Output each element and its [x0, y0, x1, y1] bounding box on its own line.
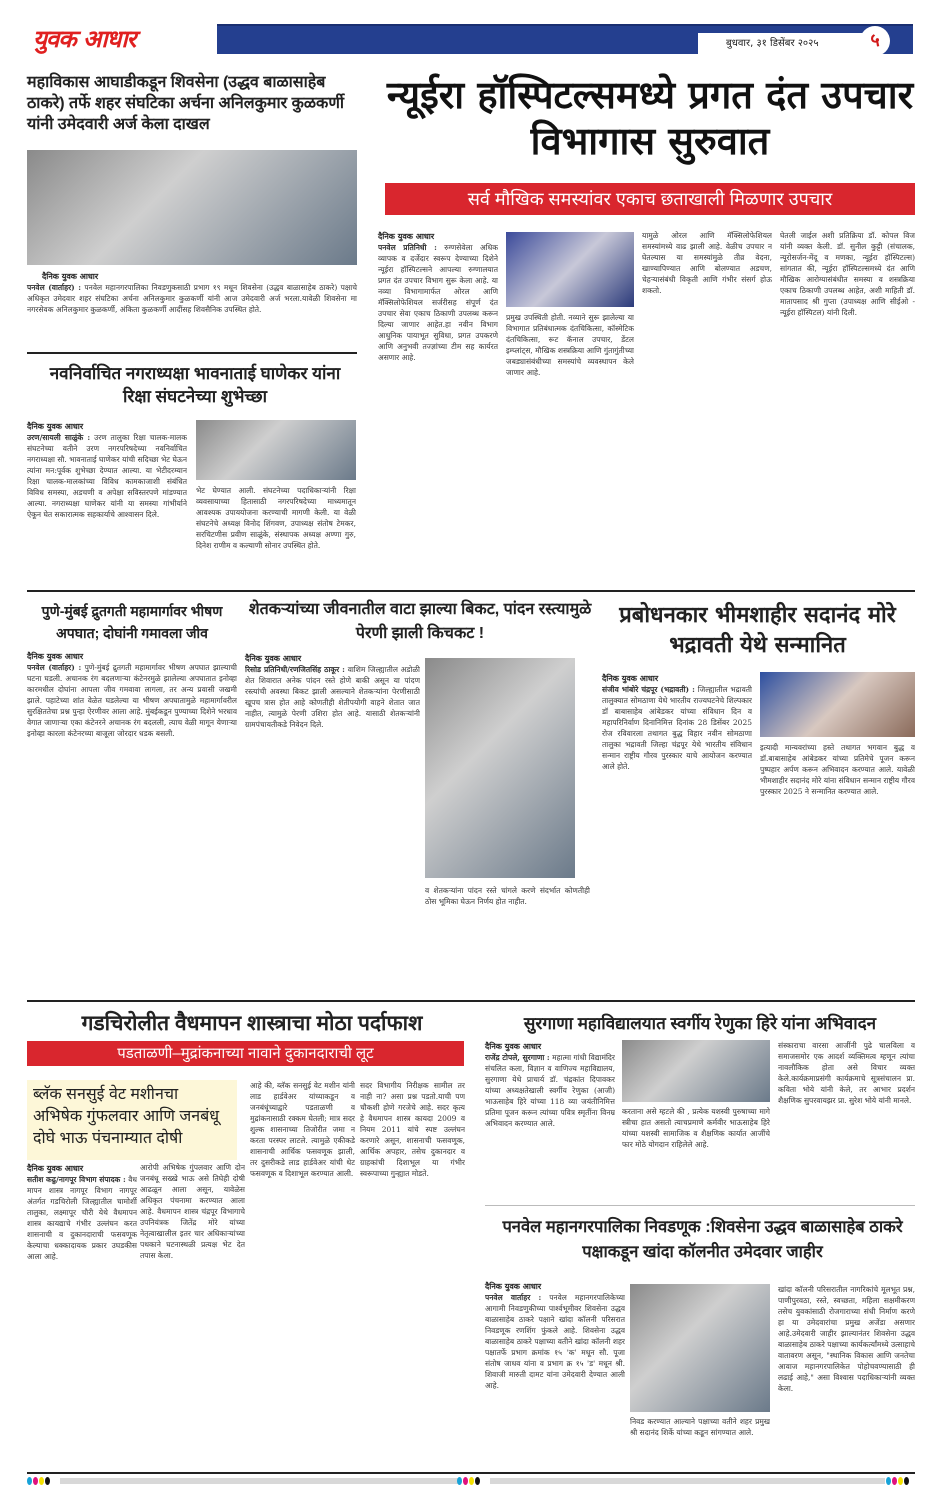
article-body: पनवेल महानगरपालिका निवडणुकसाठी प्रभाग १९ मधून शिवसेना (उद्धव बाळासाहेब ठाकरे) पक्षाचे अधिकृत उमेदवार शहर संघटिका अर्चना अनिलकुमार कुळकर्णी यांनी आज उमेदवारी अर्ज भरला.यावेळी शिवसेना मा नगरसेवक अनिलकुमार कुळकर्णी, अंकिता कुळकर्णी आदींसह शिवसैनिक उपस्थित होते. — [27, 283, 357, 314]
registration-dot — [27, 1477, 32, 1485]
article-hospital-col1 — [378, 230, 498, 363]
article-gadchiroli-col4: सदर विभागीय निरीक्षक सामील तर नाही ना? असा प्रश्न पडतो.याची पण चौकशी होणे गरजेचे आहे. सदर कृत्य हे वैधमापन शास्त्र कायदा 2009 व नियम 2011 यांचे स्पष्ट उल्लंघन करणारे असून, शासनाची फसवणूक, आर्थिक अपहार, तसेच दुकानदार व ग्राहकांची दिशाभूल या गंभीर स्वरूपाच्या गुन्ह्यात मोडते. — [360, 1081, 465, 1178]
photo-honour — [760, 672, 915, 737]
dateline: सतीश कढु/नागपूर विभाग संपादक : — [27, 1175, 126, 1184]
page-number: ५ — [860, 26, 890, 56]
registration-dot — [39, 1477, 44, 1485]
article-body: महात्मा गांधी विद्यामंदिर संचलित कला, विज्ञान व वाणिज्य महाविद्यालय, सुरगाणा येथे प्राचार्य डॉ. चंद्रकांत दिपावकर यांच्या अध्यक्षतेखाली स्वर्गीय रेणुका (आजी) भाऊसाहेब हिरे यांच्या 118 व्या जयंतीनिमित्त प्रतिमा पूजन करून त्यांच्या पवित्र स्मृतींना विनम्र अभिवादन करण्यात आले. — [485, 1053, 615, 1128]
article-honour-cont: इत्यादी मान्यवरांच्या हस्ते तथागत भगवान बुद्ध व डॉ.बाबासाहेब आंबेडकर यांच्या प्रतिमेचे पूजन करून पुष्पहार अर्पण करून अभिवादन करण्यात आले. यावेळी भीमशाहीर सदानंद मोरे यांना संविधान सन्मान राष्ट्रीय गौरव पुरस्कार 2025 ने सन्मानित करण्यात आले. — [760, 743, 915, 796]
registration-dot — [886, 1477, 891, 1485]
headline-panvel-election: पनवेल महानगरपालिका निवडणूक :शिवसेना उद्धव बाळासाहेब ठाकरे पक्षाकडून खांदा कॉलनीत उमेदवार जाहीर — [502, 1218, 903, 1261]
article-hospital-col3: यामुळे ओरल आणि मॅक्सिलोफेशियल समस्यांमध्ये वाढ झाली आहे. वेळीच उपचार न घेतल्यास या समस्यांमुळे तीव्र वेदना, खाण्यापिण्यात आणि बोलण्यात अडचण, चेहऱ्यासंबंधी विकृती आणि गंभीर संसर्ग होऊ शकतो. — [642, 231, 772, 295]
article-body: उरण तालुका रिक्षा चालक-मालक संघटनेच्या वतीने उरण नगरपरिषदेच्या नवनिर्वाचित नगराध्यक्षा सौ. भावनाताई घाणेकर यांची सदिच्छा भेट घेऊन त्यांना मन:पूर्वक शुभेच्छा देण्यात आल्या. या भेटीदरम्यान रिक्षा चालक-मालकांच्या विविध कामकाजाशी संबंधित विविध समस्या, अडचणी व अपेक्षा सविस्तरपणे मांडण्यात आल्या. नगराध्यक्षा घाणेकर यांनी या समस्या गांभीर्याने ऐकून घेत सकारात्मक सहकार्याचे आश्वासन दिले. — [27, 433, 187, 519]
registration-dot — [475, 1477, 480, 1485]
article-panvel-election — [485, 1280, 625, 1391]
headline-surgana: सुरगाणा महाविद्यालयात स्वर्गीय रेणुका हिरे यांना अभिवादन — [523, 1014, 877, 1033]
photo-farmers — [425, 658, 575, 878]
section-divider — [27, 1000, 915, 1002]
photo-hospital — [506, 232, 634, 307]
headline-gadchiroli: गडचिरोलीत वैधमापन शास्त्राचा मोठा पर्दाफाश — [81, 1012, 423, 1035]
article-accident — [27, 650, 237, 739]
article-surgana-col3: संस्काराचा वारसा आजींनी पुढे चालविला व समाजसमोर एक आदर्श व्यक्तिमत्व म्हणून त्यांचा नावलौकिक होता असे विचार व्यक्त केले.कार्यक्रमाप्रसंगी कार्यक्रमाचे सूत्रसंचालन प्रा. कविता भोये यांनी केले, तर आभार प्रदर्शन शैक्षणिक सुपरवायझर प्रा. सुरेश भोये यांनी मानले. — [778, 1041, 915, 1105]
registration-dot — [904, 1477, 909, 1485]
article-body: जिल्ह्यातील भद्रावती तालुक्यात सोमठाणा येथे भारतीय राज्यघटनेचे शिल्पकार डॉ बाबासाहेब आंबेडकर यांच्या संविधान दिन व महापरिनिर्वाण दिनानिमित्त दिनांक 28 डिसेंबर 2025 रोज रविवारला तथागत बुद्ध विहार नवीन सोमठाणा तालुका भद्रावती जिल्हा चंद्रपूर येथे भारतीय संविधान सन्मान राष्ट्रीय गौरव पुरस्कार याचे आयोजन करण्यात आले होते. — [602, 685, 752, 771]
registration-dot — [33, 1477, 38, 1485]
caption-panvel-election: निवड करण्यात आल्याने पक्षाच्या वतीने शहर प्रमुख श्री सदानंद शिर्के यांच्या कडून सांगण्यात आले. — [630, 1417, 770, 1437]
article-farmers — [245, 652, 420, 730]
dateline: राजेंद्र टोपले, सुरगाणा : — [485, 1053, 550, 1062]
subhead-gadchiroli: पडताळणी–मुद्रांकनाच्या नावाने दुकानदाराची लूट — [27, 1041, 464, 1066]
issue-date: बुधवार, ३१ डिसेंबर २०२५ — [698, 33, 873, 55]
newspaper-logo: युवक आधार — [27, 24, 217, 54]
article-panvel-election-cont: खांदा कॉलनी परिसरातील नागरिकांचे मूलभूत प्रश्न, पाणीपुरवठा, रस्ते, स्वच्छता, महिला सक्षमीकरण तसेच युवकांसाठी रोजगाराच्या संधी निर्माण करणे हा या उमेदवारांचा प्रमुख अजेंडा असणार आहे.उमेदवारी जाहीर झाल्यानंतर शिवसेना उद्धव बाळासाहेब ठाकरे पक्षाच्या कार्यकर्त्यांमध्ये उत्साहाचे वातावरण असून, "स्थानिक विकास आणि जनतेचा आवाज महानगरपालिकेत पोहोचवण्यासाठी ही लढाई आहे," असा विश्वास पदाधिकाऱ्यांनी व्यक्त केला. — [778, 1285, 915, 1393]
article-hospital-col4: घेतली जाईल अशी प्रतिक्रिया डॉ. कोपल विज यांनी व्यक्त केली. डॉ. सुनील कुट्टी (संचालक, न्यूरोसर्जन-मेंदू व मणका, न्यूईरा हॉस्पिटल्स) सांगतात की, न्यूईरा हॉस्पिटल्समध्ये दंत आणि मौखिक आरोग्यासंबंधीत समस्या व शस्त्रक्रिया एकाच ठिकाणी उपलब्ध आहेत, अशी माहिती डॉ. मातापसाद श्री गुप्ता (उपाध्यक्ष आणि सीईओ - न्यूईरा हॉस्पिटल) यांनी दिली. — [780, 231, 915, 317]
registration-marks-right — [886, 1477, 910, 1485]
article-gadchiroli-col3: आहे की, ब्लॅक सनसुई वेट मशीन यांनी लाड हार्डवेअर यांच्याकडून व जनबंधूंच्याद्वारे पडताळणी व मुद्रांकनासाठी रक्कम घेतली; मात्र सदर शुल्क शासनाच्या तिजोरीत जमा न करता परस्पर लाटले. त्यामुळे एकीकडे शासनाची आर्थिक फसवणूक झाली, तर दुसरीकडे लाड हार्डवेअर यांची थेट फसवणूक व दिशाभूल करण्यात आली. — [250, 1081, 355, 1178]
article-body: पनवेल महानगरपालिकेच्या आगामी निवडणुकीच्या पार्श्वभूमीवर शिवसेना उद्धव बाळासाहेब ठाकरे पक्षाने खांदा कॉलनी परिसरात निवडणूक रणशिंग फुंकले आहे. शिवसेना उद्धव बाळासाहेब ठाकरे पक्षाच्या वतीने खांदा कॉलनी शहर पक्षातर्फे प्रभाग क्रमांक १५ 'क' मधून सौ. पूजा संतोष जाधव यांना व प्रभाग क्र १५ 'ड' मधून श्री. शिवाजी मारुती दामट यांना उमेदवारी देण्यात आली आहे. — [485, 1293, 625, 1390]
headline-rickshaw: नवनिर्वाचित नगराध्यक्षा भावनाताई घाणेकर यांना रिक्षा संघटनेच्या शुभेच्छा — [49, 364, 341, 406]
article-body: रुग्णसेवेला अधिक व्यापक व दर्जेदार स्वरूप देण्याच्या दिशेने न्यूईरा हॉस्पिटल्सने आपल्या रुग्णालयात प्रगत दंत उपचार विभाग सुरू केला आहे. या नव्या विभागामार्फत ओरल आणि मॅक्सिलोफेशियल सर्जरीसह संपूर्ण दंत उपचार सेवा एकाच ठिकाणी उपलब्ध करून दिल्या जाणार आहेत.हा नवीन विभाग आधुनिक पायाभूत सुविधा, प्रगत उपकरणे आणि अनुभवी तज्ज्ञांच्या टीम सह कार्यरत असणार आहे. — [378, 243, 498, 362]
source-label: दैनिक युवक आधार — [27, 1163, 84, 1173]
footer-strip — [60, 1478, 460, 1484]
source-label: दैनिक युवक आधार — [602, 673, 659, 683]
registration-marks-left — [27, 1477, 51, 1485]
article-surgana — [485, 1040, 615, 1129]
callout-gadchiroli: ब्लॅक सनसुई वेट मशीनचा अभिषेक गुंफलवार आणि जनबंधू दोघे भाऊ पंचनाम्यात दोषी — [27, 1080, 237, 1160]
article-body: वाशिम जिल्ह्यातील अडोळी शेत शिवारात अनेक पांदन रस्ते होणे बाकी असून या पांदण रस्त्यांची अवस्था बिकट झाली असल्याने शेतकऱ्यांना पेरणीसाठी खूपच त्रास होत आहे कोणतीही शेतीपयोगी वाहने शेतात जात नाहीत, त्यामुळे पेरणी उशिरा होत आहे. यासाठी शेतकऱ्यांनी ग्रामपंचायतीकडे निवेदन दिले. — [245, 665, 420, 729]
dateline: पनवेल (वार्ताहर) : — [27, 283, 82, 292]
caption-farmers: व शेतकऱ्यांना पांदन रस्ते चांगले करणे संदर्भात कोणतीही ठोस भूमिका घेऊन निर्णय होत नाहीत. — [425, 886, 590, 906]
footer-rule — [27, 1472, 915, 1474]
dateline: पनवेल वार्ताहर : — [485, 1293, 542, 1302]
dateline: पनवेल (वार्ताहर) : — [27, 663, 82, 672]
article-hospital-col2: प्रमुख उपस्थिती होती. नव्याने सुरू झालेल्या या विभागात प्रतिबंधात्मक दंतचिकित्सा, कॉस्मेटिक दंतचिकित्सा, रूट कॅनाल उपचार, डेंटल इम्प्लांट्स, मौखिक शस्त्रक्रिया आणि गुंतागुंतीच्या जबड्यासंबंधीच्या समस्यांचे व्यवस्थापन केले जाणार आहे. — [506, 313, 634, 377]
source-label: दैनिक युवक आधार — [485, 1041, 542, 1051]
headline-accident: पुणे-मुंबई द्रुतगती महामार्गावर भीषण अपघात; दोघांनी गमावला जीव — [41, 603, 223, 641]
headline-hospital: न्यूईरा हॉस्पिटल्समध्ये प्रगत दंत उपचार विभागास सुरुवात — [386, 72, 914, 163]
section-divider — [27, 590, 915, 592]
article-body: वैध मापन शास्त्र नागपूर विभाग नागपूर अंतर्गत गडचिरोली जिल्ह्यातील चामोर्शी तालुका, लक्ष्मापूर चौरी येथे वैधमापन शास्त्र कायद्याचे गंभीर उल्लंघन करत शासनाची व दुकानदाराची फसवणूक केल्याचा धक्कादायक प्रकार उघडकीस आला आहे. — [27, 1175, 137, 1261]
source-label: दैनिक युवक आधार — [27, 651, 84, 661]
article-surgana-cont: करताना असे म्हटले की , प्रत्येक यशस्वी पुरुषाच्या मागे स्त्रीचा हात असतो त्याचप्रमाणे कर्मवीर भाऊसाहेब हिरे यांच्या यशस्वी सामाजिक व शैक्षणिक कार्यात आजींचे फार मोठे योगदान राहिलेले आहे. — [622, 1107, 770, 1149]
photo-panvel-election — [630, 1284, 770, 1412]
registration-dot — [469, 1477, 474, 1485]
headline-honour: प्रबोधनकार भीमशाहीर सदानंद मोरे भद्रावती येथे सन्मानित — [619, 602, 896, 658]
registration-dot — [457, 1477, 462, 1485]
dateline: उरण/सायली साळुंके : — [27, 433, 91, 442]
source-label: दैनिक युवक आधार — [42, 271, 99, 281]
dateline: पनवेल प्रतिनिधी : — [378, 243, 437, 252]
article-gadchiroli-col2: आरोपी अभिषेक गुंपलवार आणि दोन जनबंधू सख्खे भाऊ असे तिघेही दोषी आढळून आला असून, यावेळेस अधिकृत पंचनामा करण्यात आला आहे. वैधमापन शास्त्र चंद्रपूर विभागाचे उपनियंत्रक जितेंद्र मोरे यांच्या नेतृत्वाखालील इतर चार अधिकाऱ्यांच्या पथकाने घटनास्थळी प्रत्यक्ष भेट देत तपास केला. — [140, 1163, 245, 1260]
headline-farmers: शेतकऱ्यांच्या जीवनातील वाटा झाल्या बिकट, पांदन रस्त्यामुळे पेरणी झाली किचकट ! — [248, 601, 592, 642]
article-honour — [602, 672, 752, 772]
article-body: पुणे-मुंबई द्रुतगती महामार्गावर भीषण अपघात झाल्याची घटना घडली. अचानक रंग बदलणाऱ्या कंटेनरमुळे झालेल्या अपघातात इनोव्हा कारमधील दोघांना आपला जीव गमवावा लागला, तर अन्य प्रवासी जखमी झाले. पहाटेच्या शांत वेळेत घडलेल्या या भीषण अपघातामुळे महामार्गावरील सुरक्षिततेचा प्रश्न पुन्हा ऐरणीवर आला आहे. मुंबईकडून पुण्याच्या दिशेने भरधाव वेगात जाणाऱ्या एका कंटेनरने अचानक रंग बदलली, त्याच वेळी मागून येणाऱ्या इनोव्हा कारला कंटेनरच्या बाजूला जोरदार धडक बसली. — [27, 663, 237, 738]
source-label: दैनिक युवक आधार — [485, 1281, 542, 1291]
article-gadchiroli-col1 — [27, 1162, 137, 1262]
photo-nomination — [27, 150, 357, 265]
registration-dot — [898, 1477, 903, 1485]
dateline: रिसोड प्रतिनिधी/रणजितसिंह ठाकूर : — [245, 665, 345, 674]
article-nomination — [27, 270, 357, 315]
source-label: दैनिक युवक आधार — [378, 231, 435, 241]
footer-strip — [490, 1478, 885, 1484]
registration-dot — [463, 1477, 468, 1485]
registration-dot — [45, 1477, 50, 1485]
registration-dot — [892, 1477, 897, 1485]
photo-surgana — [622, 1040, 770, 1102]
article-rickshaw-cont: भेट घेण्यात आली. संघटनेच्या पदाधिकाऱ्यांनी रिक्षा व्यवसायाच्या हितासाठी नगरपरिषदेच्या माध्यमातून आवश्यक उपाययोजना करण्याची मागणी केली. या वेळी संघटनेचे अध्यक्ष विनोद शिंगवण, उपाध्यक्ष संतोष टेमकर, सरचिटणीस प्रवीण साळुंके, संस्थापक अध्यक्ष अण्णा गुरु, दिनेश राणीम व कल्याणी सोनार उपस्थित होते. — [196, 486, 356, 550]
registration-marks-center — [457, 1477, 481, 1485]
divider — [27, 352, 357, 354]
photo-rickshaw — [196, 420, 356, 480]
dateline: संजीव भांबोरे चंद्रपूर (भद्रावती) : — [602, 685, 695, 694]
headline-nomination: महाविकास आघाडीकडून शिवसेना (उद्धव बाळासाहेब ठाकरे) तर्फे शहर संघटिका अर्चना अनिलकुमार कुळकर्णी यांनी उमेदवारी अर्ज केला दाखल — [27, 74, 345, 133]
source-label: दैनिक युवक आधार — [245, 653, 302, 663]
source-label: दैनिक युवक आधार — [27, 421, 84, 431]
section-divider — [485, 1205, 915, 1206]
subhead-hospital: सर्व मौखिक समस्यांवर एकाच छताखाली मिळणार उपचार — [385, 183, 915, 215]
article-rickshaw — [27, 420, 187, 520]
